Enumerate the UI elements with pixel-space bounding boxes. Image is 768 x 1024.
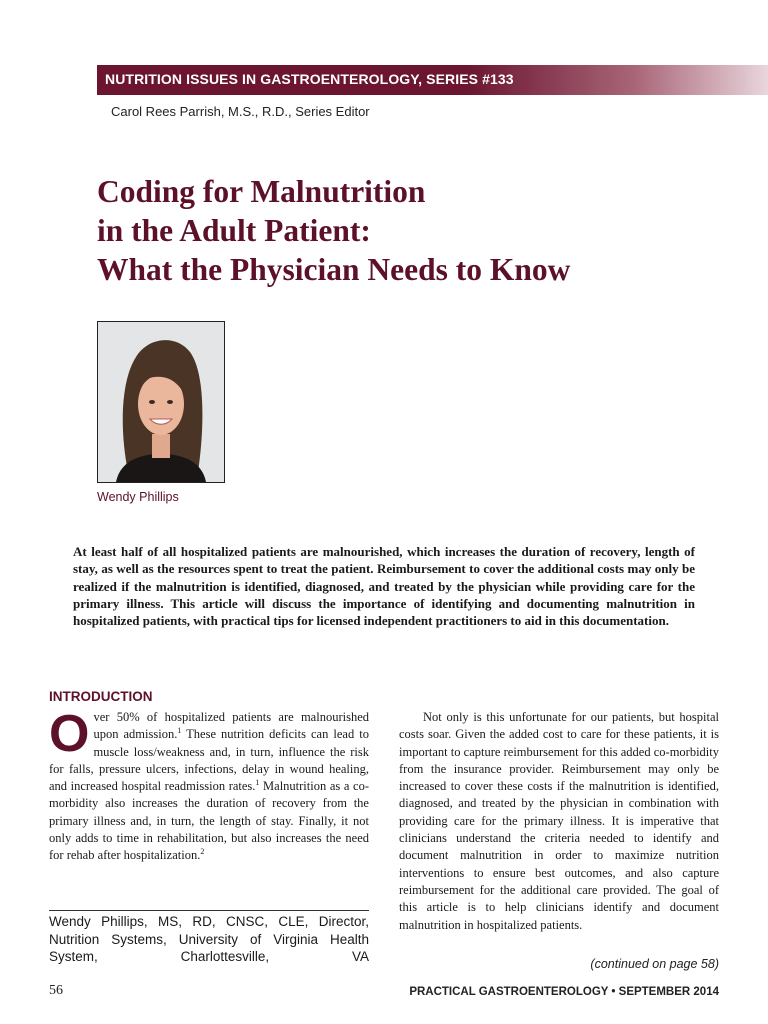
photo-caption: Wendy Phillips (97, 490, 179, 504)
author-photo (97, 321, 225, 483)
title-line-2: in the Adult Patient: (97, 213, 371, 248)
series-banner (97, 65, 768, 95)
article-title (97, 172, 570, 289)
continued-note: (continued on page 58) (590, 957, 719, 971)
author-portrait-image (98, 322, 224, 482)
right-column-paragraph: Not only is this unfortunate for our patients, but hospital costs soar. Given the added cost to care for these patients, it is important to capture reimbursement for this added co-morbidity from the insurance provider. Reimbursement may only be increased to cover these costs if the malnutrition is identified, diagnosed, and treated by the physician in combination with providing care for the primary illness. It is imperative that clinicians understand the criteria needed to identify and document malnutrition in order to maximize nutrition interventions to ensure best outcomes, and also capture reimbursement for the additional care provided. The goal of this article is to help clinicians identify and document malnutrition in hospitalized patients. (399, 710, 719, 932)
series-editor: Carol Rees Parrish, M.S., R.D., Series Editor (111, 104, 370, 119)
introduction-heading: INTRODUCTION (49, 689, 153, 704)
reference-marker: 1 (255, 778, 260, 788)
intro-text-2: These nutrition deficits can lead to muscle loss/weakness and, in turn, influence the risk for falls, pressure ulcers, infections, delay in wound healing, and increased hospital readmission rates. (49, 727, 369, 794)
intro-text-1: ver 50% of hospitalized patients are malnourished upon admission. (93, 710, 369, 742)
drop-cap: O (49, 705, 90, 763)
title-line-3: What the Physician Needs to Know (97, 252, 571, 287)
reference-marker: 2 (200, 847, 205, 857)
title-line-1: Coding for Malnutrition (97, 174, 426, 209)
abstract: At least half of all hospitalized patients are malnourished, which increases the duration of recovery, length of stay, as well as the resources spent to treat the patient. Reimbursement to cover the additional costs may only be realized if the malnutrition is identified, diagnosed, and treated by the physician while providing care for the primary illness. This article will discuss the importance of identifying and documenting malnutrition in hospitalized patients, with practical tips for licensed independent practitioners to aid in this documentation. (73, 544, 695, 629)
affiliation-divider (49, 910, 369, 911)
journal-footer: PRACTICAL GASTROENTEROLOGY • SEPTEMBER 2014 (409, 986, 719, 998)
intro-text-3: Malnutrition as a co-morbidity also increases the duration of recovery from the primary illness and, in turn, the length of stay. Finally, it not only adds to time in rehabilitation, but also increases the need for rehab after hospitalization. (49, 779, 369, 863)
author-affiliation: Wendy Phillips, MS, RD, CNSC, CLE, Director, Nutrition Systems, University of Virginia Health System, Charlottesville, VA (49, 914, 369, 964)
series-title: NUTRITION ISSUES IN GASTROENTEROLOGY, SERIES #133 (105, 71, 514, 87)
reference-marker: 1 (177, 726, 182, 736)
page-number: 56 (49, 983, 63, 998)
introduction-paragraph (49, 705, 369, 865)
